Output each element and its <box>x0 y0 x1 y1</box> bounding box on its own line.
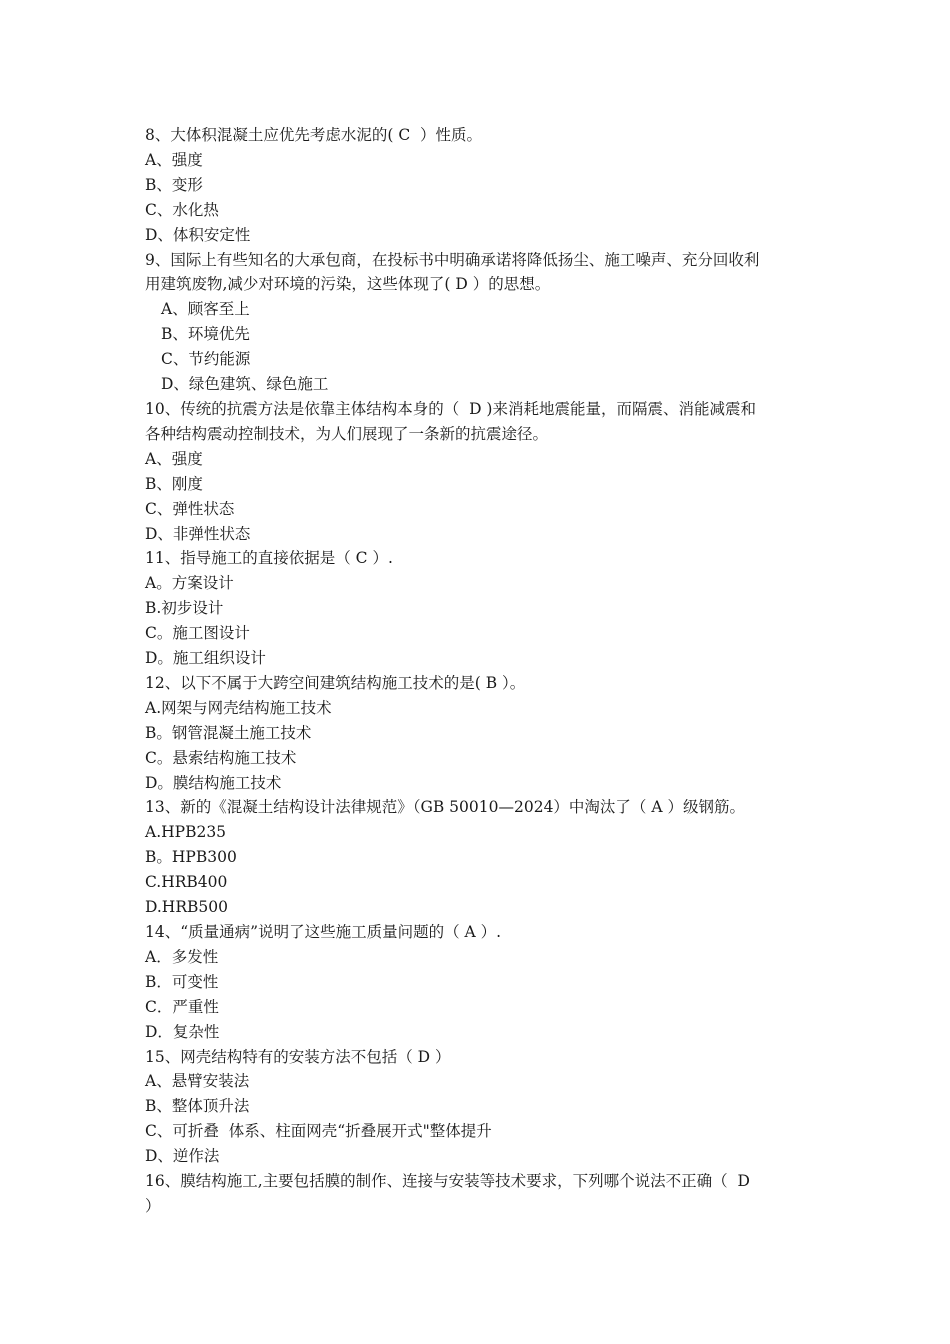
option-line: A、顾客至上 <box>161 300 250 319</box>
option-line: D、逆作法 <box>145 1147 220 1166</box>
question-10-continued: 各种结构震动控制技术，为人们展现了一条新的抗震途径。 <box>145 424 549 443</box>
option-line: B、刚度 <box>145 474 203 493</box>
option-line: B．可变性 <box>145 972 219 991</box>
option-line: C、水化热 <box>145 200 219 219</box>
option-line: C、节约能源 <box>161 350 251 369</box>
question-list <box>145 123 810 1219</box>
option-line: A。方案设计 <box>145 574 234 593</box>
option-line: A、悬臂安装法 <box>145 1072 250 1091</box>
option-line: D、绿色建筑、绿色施工 <box>161 375 329 394</box>
option-line: C．严重性 <box>145 997 219 1016</box>
option-line: B.初步设计 <box>145 599 224 618</box>
option-line: D。膜结构施工技术 <box>145 773 282 792</box>
question-14: 14、“质量通病”说明了这些施工质量问题的（ A ）. <box>145 923 502 941</box>
option-line: A.网架与网壳结构施工技术 <box>145 698 332 717</box>
question-12: 12、以下不属于大跨空间建筑结构施工技术的是( B ）。 <box>145 673 526 692</box>
option-line: B、整体顶升法 <box>145 1097 250 1116</box>
option-line: B、环境优先 <box>161 325 250 344</box>
question-15: 15、网壳结构特有的安装方法不包括（ D ） <box>145 1047 451 1066</box>
option-line: C。悬索结构施工技术 <box>145 748 297 767</box>
question-10: 10、传统的抗震方法是依靠主体结构本身的（ D )来消耗地震能量，而隔震、消能减震和 <box>145 399 756 418</box>
option-line: C、弹性状态 <box>145 499 235 518</box>
option-line: B。钢管混凝土施工技术 <box>145 723 312 742</box>
question-13: 13、新的《混凝土结构设计法律规范》（GB 50010—2024）中淘汰了（ A ）级钢筋。 <box>145 798 745 817</box>
option-line: B、变形 <box>145 175 203 194</box>
option-line: B。HPB300 <box>145 848 237 867</box>
question-11: 11、指导施工的直接依据是（ C ）. <box>145 549 393 568</box>
question-8: 8、大体积混凝土应优先考虑水泥的( C ）性质。 <box>145 126 483 144</box>
option-line: A、强度 <box>145 449 203 468</box>
question-9-continued: 用建筑废物,减少对环境的污染，这些体现了( D ）的思想。 <box>145 275 551 294</box>
option-line: D、体积安定性 <box>145 225 251 244</box>
option-line: D.HRB500 <box>145 898 228 917</box>
option-line: D、非弹性状态 <box>145 524 251 543</box>
option-line: D．复杂性 <box>145 1022 220 1041</box>
option-line: A.HPB235 <box>145 823 227 842</box>
option-line: D。施工组织设计 <box>145 649 266 668</box>
question-16-continued: ） <box>145 1196 161 1215</box>
question-16: 16、膜结构施工,主要包括膜的制作、连接与安装等技术要求，下列哪个说法不正确（ D <box>145 1172 750 1191</box>
option-line: C.HRB400 <box>145 873 228 892</box>
option-line: A、强度 <box>145 150 203 169</box>
question-9: 9、国际上有些知名的大承包商，在投标书中明确承诺将降低扬尘、施工噪声、充分回收利 <box>145 250 760 269</box>
option-line: C。施工图设计 <box>145 624 250 643</box>
option-line: A．多发性 <box>145 947 219 966</box>
option-line: C、可折叠 体系、柱面网壳“折叠展开式"整体提升 <box>145 1122 492 1141</box>
